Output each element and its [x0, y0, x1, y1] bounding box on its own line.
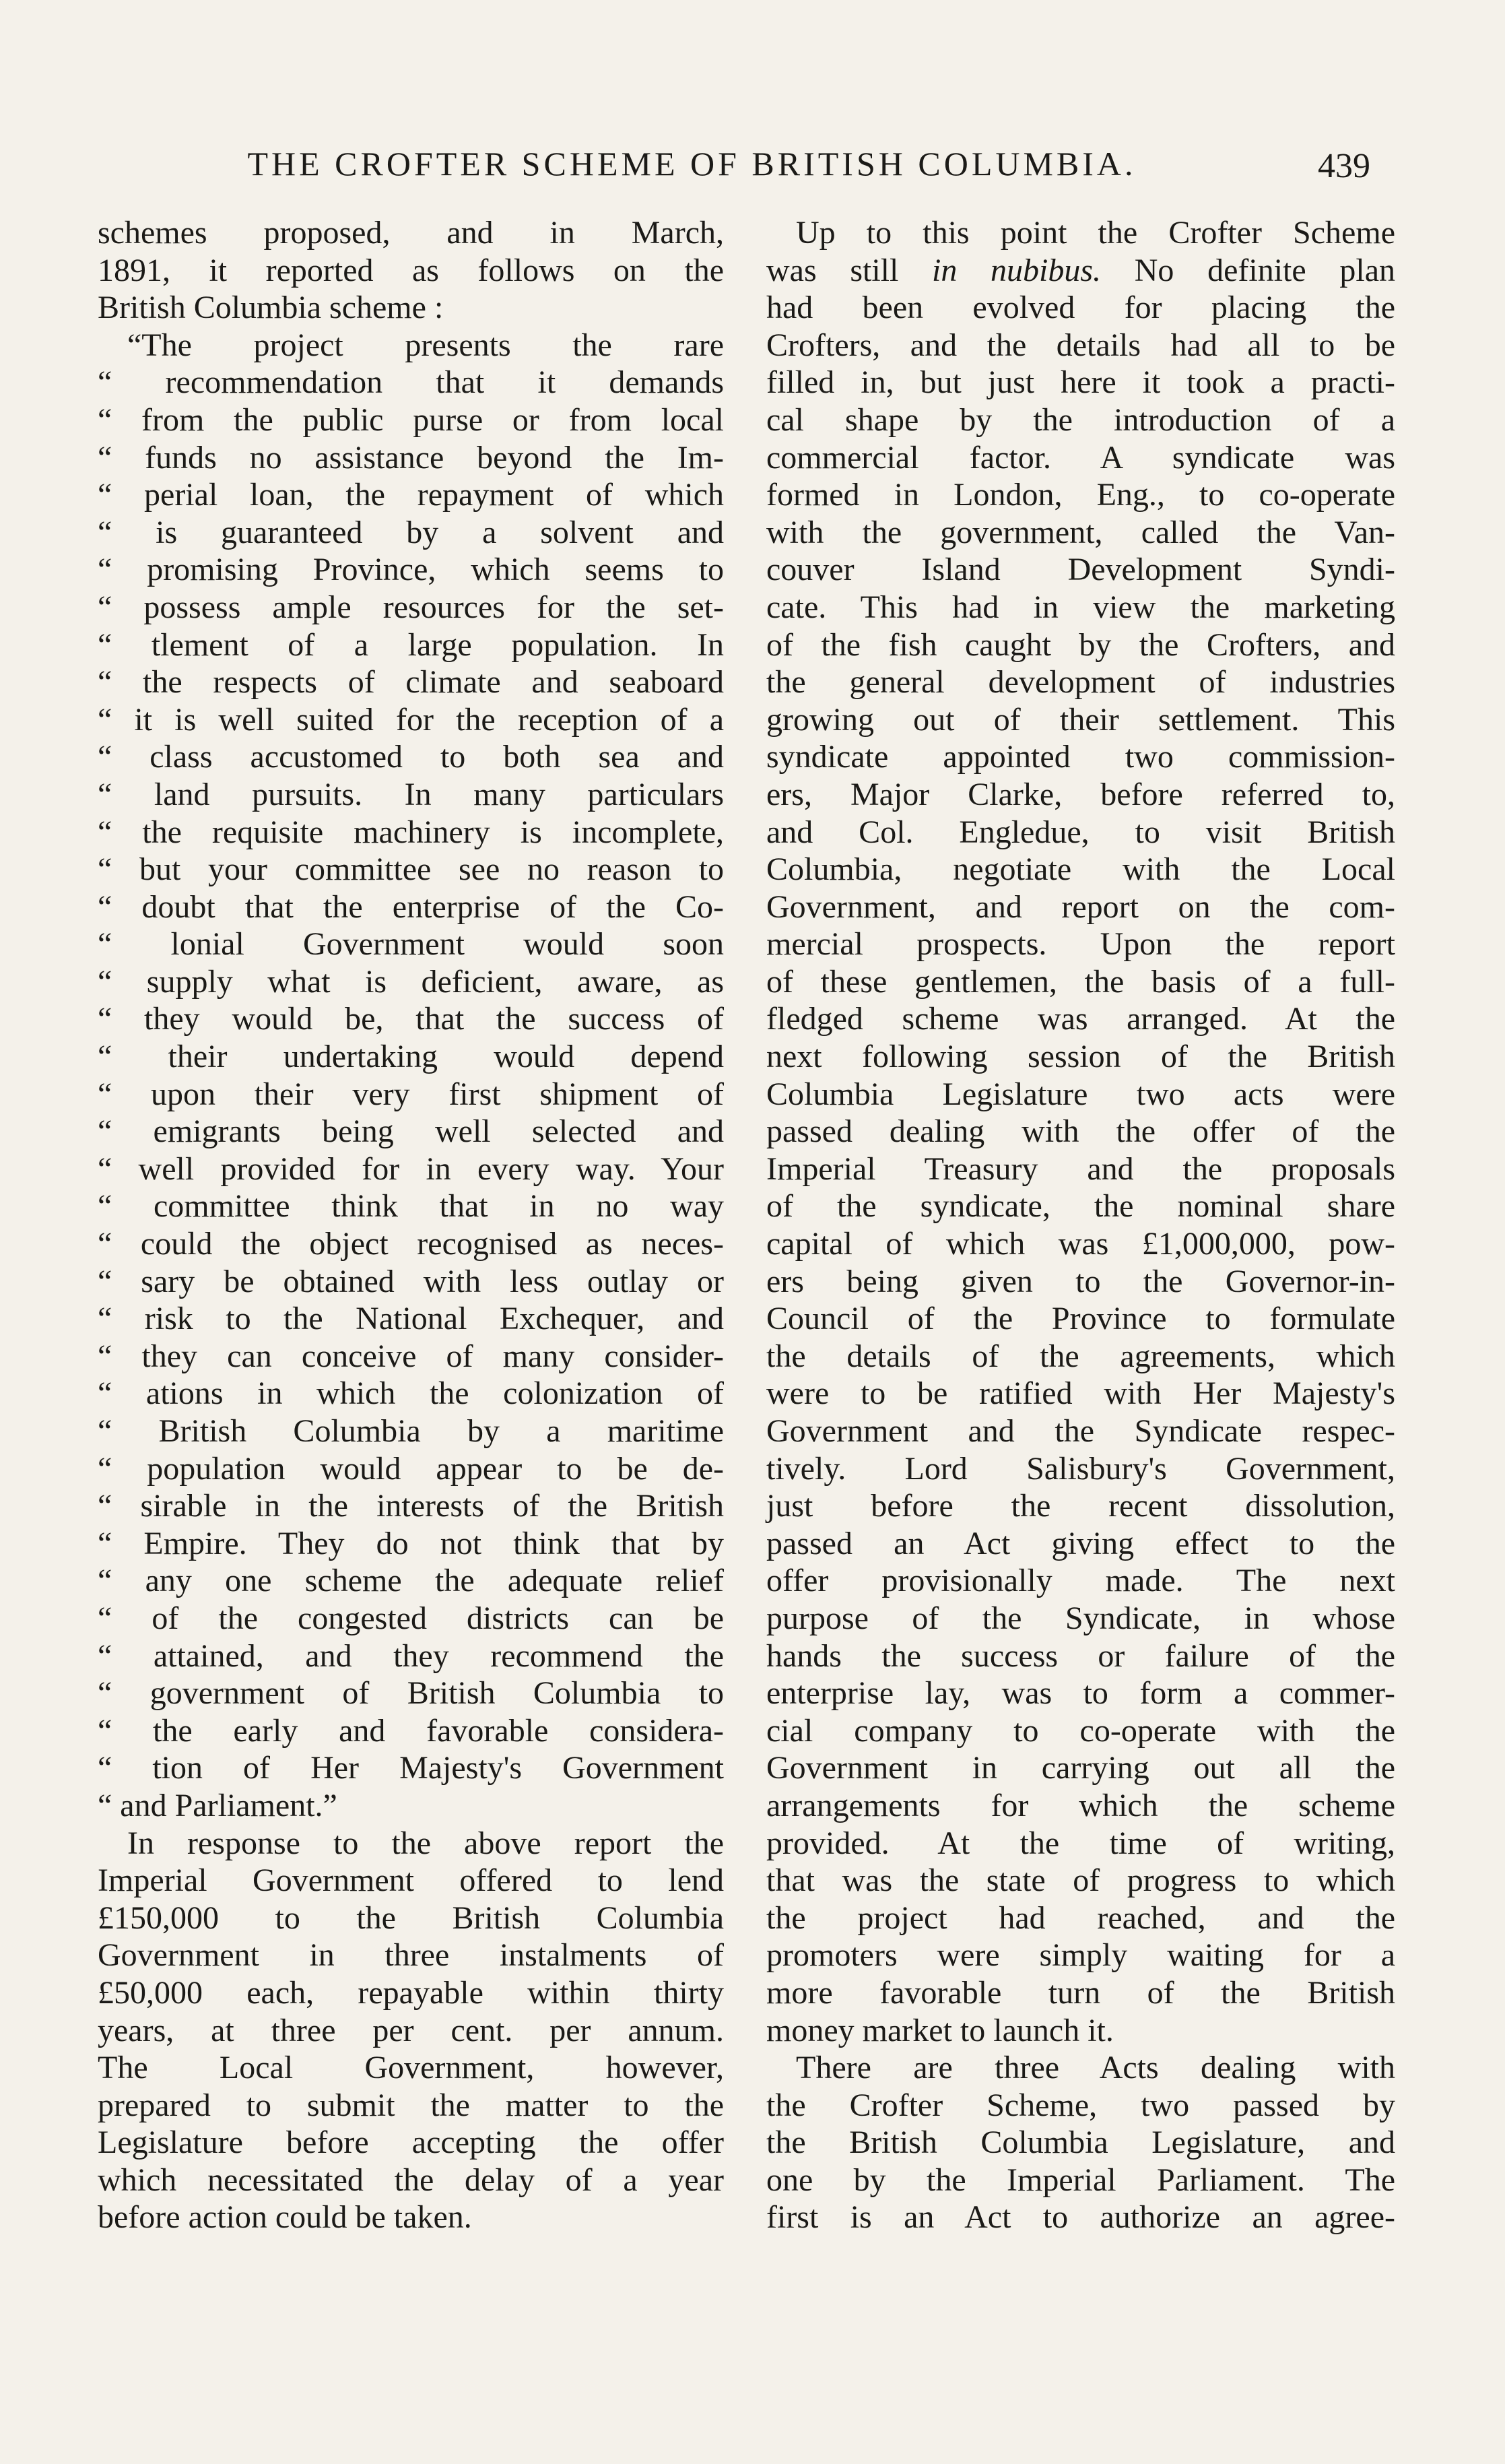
text-line-content: “ tion of Her Majesty's Government	[98, 1750, 724, 1786]
text-line-content: “ any one scheme the adequate relief	[98, 1563, 724, 1599]
text-line-content: years, at three per cent. per annum.	[98, 2012, 724, 2048]
text-line	[766, 888, 1395, 926]
text-line-content: “ is guaranteed by a solvent and	[98, 514, 724, 550]
text-line	[98, 1225, 724, 1263]
text-line-content: “ British Columbia by a maritime	[98, 1413, 724, 1449]
text-line-content: with the government, called the Van-	[766, 514, 1395, 550]
text-line	[98, 1150, 724, 1188]
text-line	[98, 514, 724, 552]
text-line	[766, 1787, 1395, 1825]
text-line	[766, 2087, 1395, 2125]
text-line-content: “ it is well suited for the reception of a	[98, 701, 724, 738]
text-line	[766, 1113, 1395, 1150]
text-line	[98, 1749, 724, 1787]
text-line-content: Imperial Government offered to lend	[98, 1862, 724, 1899]
text-line	[98, 1974, 724, 2012]
text-line	[766, 701, 1395, 739]
text-line	[766, 327, 1395, 364]
text-line-content: purpose of the Syndicate, in whose	[766, 1600, 1395, 1636]
text-line	[98, 701, 724, 739]
text-line	[766, 2199, 1395, 2236]
text-line-content: next following session of the British	[766, 1039, 1395, 1075]
text-line-content: Legislature before accepting the offer	[98, 2125, 724, 2161]
text-line-content: £150,000 to the British Columbia	[98, 1900, 724, 1936]
text-line	[98, 2012, 724, 2050]
text-line-content: “ lonial Government would soon	[98, 926, 724, 963]
text-line-content: cial company to co-operate with the	[766, 1712, 1395, 1749]
text-line	[766, 1974, 1395, 2012]
text-line-content: hands the success or failure of the	[766, 1638, 1395, 1674]
text-line-content: “ doubt that the enterprise of the Co-	[98, 888, 724, 925]
text-line	[766, 963, 1395, 1001]
text-line	[98, 327, 724, 364]
text-line	[766, 439, 1395, 477]
text-line-content: passed dealing with the offer of the	[766, 1113, 1395, 1150]
left-text-column	[98, 214, 724, 2236]
text-line-content: In response to the above report the	[127, 1825, 724, 1861]
text-line-content: “ ations in which the colonization of	[98, 1375, 724, 1412]
text-line-content: “ Empire. They do not think that by	[98, 1525, 724, 1561]
text-line-content: fledged scheme was arranged. At the	[766, 1001, 1395, 1037]
text-line-content: “ well provided for in every way. Your	[98, 1150, 724, 1187]
text-line-content: “ promising Province, which seems to	[98, 552, 724, 588]
text-line	[766, 1263, 1395, 1301]
text-line	[98, 888, 724, 926]
text-line	[766, 1712, 1395, 1750]
text-line-content: “ of the congested districts can be	[98, 1600, 724, 1636]
text-line	[98, 1188, 724, 1225]
text-line	[98, 1525, 724, 1563]
text-line	[98, 252, 724, 290]
text-line	[766, 851, 1395, 888]
text-line-content: that was the state of progress to which	[766, 1862, 1395, 1899]
text-line-content: Government, and report on the com-	[766, 888, 1395, 925]
text-line-content: £50,000 each, repayable within thirty	[98, 1974, 724, 2011]
text-line-content: “ government of British Columbia to	[98, 1675, 724, 1712]
text-line-content: “ and Parliament.”	[98, 1787, 337, 1823]
text-line	[98, 1562, 724, 1600]
text-line-content: promoters were simply waiting for a	[766, 1937, 1395, 1974]
text-line	[766, 551, 1395, 589]
text-line	[766, 476, 1395, 514]
text-line-content: “ tlement of a large population. In	[98, 626, 724, 663]
text-line	[766, 1900, 1395, 1937]
text-line	[98, 1638, 724, 1675]
text-line	[98, 2162, 724, 2199]
text-line	[98, 1712, 724, 1750]
right-text-column	[766, 214, 1395, 2236]
text-line-content: capital of which was £1,000,000, pow-	[766, 1226, 1395, 1262]
text-line-content: “ they can conceive of many consider-	[98, 1338, 724, 1374]
text-line	[98, 2049, 724, 2087]
text-line-content: of the syndicate, the nominal share	[766, 1188, 1395, 1225]
text-line-content: were to be ratified with Her Majesty's	[766, 1375, 1395, 1412]
text-line-content: schemes proposed, and in March,	[98, 215, 724, 251]
text-line-content: “ sirable in the interests of the British	[98, 1488, 724, 1524]
text-line	[98, 814, 724, 851]
text-line-content: syndicate appointed two commission-	[766, 739, 1395, 775]
text-line	[766, 289, 1395, 327]
text-line-content: Crofters, and the details had all to be	[766, 327, 1395, 363]
text-line	[98, 1338, 724, 1375]
text-line-content: “ they would be, that the success of	[98, 1001, 724, 1037]
text-line	[766, 401, 1395, 439]
text-line-content: “ emigrants being well selected and	[98, 1113, 724, 1150]
text-line	[766, 738, 1395, 776]
text-line-content: Government in three instalments of	[98, 1937, 724, 1974]
text-line-content: “ perial loan, the repayment of which	[98, 477, 724, 513]
text-line	[98, 2087, 724, 2125]
text-line	[766, 1300, 1395, 1338]
text-line	[766, 514, 1395, 552]
text-line-content: The Local Government, however,	[98, 2050, 724, 2086]
text-line	[98, 1113, 724, 1150]
text-line	[98, 1937, 724, 1974]
text-line-content: passed an Act giving effect to the	[766, 1525, 1395, 1561]
text-line	[98, 1600, 724, 1638]
text-line-content: Imperial Treasury and the proposals	[766, 1150, 1395, 1187]
text-line-content: “ risk to the National Exchequer, and	[98, 1301, 724, 1337]
text-line-content: “ attained, and they recommend the	[98, 1638, 724, 1674]
text-line-content: arrangements for which the scheme	[766, 1787, 1395, 1823]
text-line-content: the general development of industries	[766, 664, 1395, 701]
text-line	[766, 1749, 1395, 1787]
text-line-content: There are three Acts dealing with	[796, 2050, 1395, 2086]
text-line-content: mercial prospects. Upon the report	[766, 926, 1395, 963]
text-line	[766, 1038, 1395, 1076]
text-line-content: Up to this point the Crofter Scheme	[796, 215, 1395, 251]
text-line	[98, 1375, 724, 1413]
text-line-content: “ from the public purse or from local	[98, 401, 724, 438]
text-line	[766, 1450, 1395, 1488]
text-line	[766, 1413, 1395, 1450]
text-line	[766, 1150, 1395, 1188]
text-line	[98, 1300, 724, 1338]
text-line	[766, 1562, 1395, 1600]
text-line	[98, 626, 724, 664]
text-line	[766, 2124, 1395, 2162]
text-line-content: “ supply what is deficient, aware, as	[98, 963, 724, 1000]
text-line	[98, 1900, 724, 1937]
text-line-content: the project had reached, and the	[766, 1900, 1395, 1936]
text-line-content: offer provisionally made. The next	[766, 1563, 1395, 1599]
text-line-content: British Columbia scheme :	[98, 290, 444, 326]
text-line	[98, 1675, 724, 1712]
text-line-content: “ funds no assistance beyond the Im-	[98, 439, 724, 476]
text-line-content: ers, Major Clarke, before referred to,	[766, 776, 1395, 812]
text-line-content: filled in, but just here it took a practi-	[766, 364, 1395, 401]
text-line-content: was still	[766, 252, 933, 288]
text-line-content: just before the recent dissolution,	[766, 1488, 1395, 1524]
text-line	[766, 1225, 1395, 1263]
text-line-content: “The project presents the rare	[127, 327, 724, 363]
text-line	[766, 589, 1395, 626]
text-line-content: tively. Lord Salisbury's Government,	[766, 1450, 1395, 1487]
text-line-content: Government in carrying out all the	[766, 1750, 1395, 1786]
text-line	[98, 214, 724, 252]
text-line-content: “ the requisite machinery is incomplete,	[98, 814, 724, 850]
text-line	[766, 814, 1395, 851]
text-line	[98, 851, 724, 888]
text-line	[766, 1638, 1395, 1675]
text-line-content: enterprise lay, was to form a commer-	[766, 1675, 1395, 1712]
running-title: THE CROFTER SCHEME OF BRITISH COLUMBIA.	[247, 145, 1137, 183]
text-line	[766, 1825, 1395, 1862]
text-line-content: cal shape by the introduction of a	[766, 401, 1395, 438]
text-line	[98, 1038, 724, 1076]
text-line-content: “ population would appear to be de-	[98, 1450, 724, 1487]
text-line-content: growing out of their settlement. This	[766, 701, 1395, 738]
text-line-content: Columbia Legislature two acts were	[766, 1076, 1395, 1112]
text-line	[766, 663, 1395, 701]
text-line	[98, 401, 724, 439]
text-line-content: “ recommendation that it demands	[98, 364, 724, 401]
text-line-content: couver Island Development Syndi-	[766, 552, 1395, 588]
text-line-content: “ their undertaking would depend	[98, 1039, 724, 1075]
text-line	[98, 2124, 724, 2162]
text-line-content: provided. At the time of writing,	[766, 1825, 1395, 1861]
text-line-content: cate. This had in view the marketing	[766, 589, 1395, 625]
text-line-content: more favorable turn of the British	[766, 1974, 1395, 2011]
text-line	[766, 1338, 1395, 1375]
italic-phrase: in nubibus.	[932, 252, 1102, 288]
text-line-content: before action could be taken.	[98, 2199, 472, 2236]
text-line-content: “ class accustomed to both sea and	[98, 739, 724, 775]
text-line	[766, 1000, 1395, 1038]
text-line	[98, 1413, 724, 1450]
text-line	[98, 1450, 724, 1488]
text-line	[766, 776, 1395, 814]
text-line	[766, 1862, 1395, 1900]
text-line	[766, 364, 1395, 401]
text-line	[98, 439, 724, 477]
text-line	[98, 738, 724, 776]
text-line	[98, 289, 724, 327]
text-line	[766, 1525, 1395, 1563]
text-line	[766, 1487, 1395, 1525]
text-line	[98, 1076, 724, 1113]
text-line	[766, 1375, 1395, 1413]
text-line-content: one by the Imperial Parliament. The	[766, 2162, 1395, 2198]
text-line	[766, 2049, 1395, 2087]
text-line-content: commercial factor. A syndicate was	[766, 439, 1395, 476]
text-line	[766, 1600, 1395, 1638]
text-line-content: “ upon their very first shipment of	[98, 1076, 724, 1112]
text-line	[766, 926, 1395, 963]
text-line	[766, 1188, 1395, 1225]
text-line	[98, 1825, 724, 1862]
text-line-content: the details of the agreements, which	[766, 1338, 1395, 1374]
text-line-content: formed in London, Eng., to co-operate	[766, 477, 1395, 513]
text-line	[98, 1487, 724, 1525]
text-line-content: of the fish caught by the Crofters, and	[766, 626, 1395, 663]
text-line	[766, 2162, 1395, 2199]
text-line-content: the British Columbia Legislature, and	[766, 2125, 1395, 2161]
text-line	[766, 1076, 1395, 1113]
text-line-content: Council of the Province to formulate	[766, 1301, 1395, 1337]
text-line-content: prepared to submit the matter to the	[98, 2087, 724, 2123]
page-number: 439	[1318, 147, 1370, 185]
text-line-content: of these gentlemen, the basis of a full-	[766, 963, 1395, 1000]
text-line	[98, 1787, 724, 1825]
text-line	[98, 476, 724, 514]
text-line-content: “ land pursuits. In many particulars	[98, 776, 724, 812]
page-header	[94, 140, 1411, 187]
text-line	[98, 1000, 724, 1038]
text-line-continuation: No definite plan	[1101, 252, 1395, 288]
text-line	[98, 2199, 724, 2236]
text-line	[766, 1937, 1395, 1974]
text-line	[98, 963, 724, 1001]
text-line-content: which necessitated the delay of a year	[98, 2162, 724, 2198]
text-line-content: had been evolved for placing the	[766, 290, 1395, 326]
text-line	[98, 1862, 724, 1900]
text-line-content: “ the respects of climate and seaboard	[98, 664, 724, 701]
text-line-content: Columbia, negotiate with the Local	[766, 851, 1395, 888]
text-line-content: “ but your committee see no reason to	[98, 851, 724, 888]
text-line-content: first is an Act to authorize an agree-	[766, 2199, 1395, 2236]
text-line	[98, 926, 724, 963]
text-line	[98, 776, 724, 814]
text-line-content: “ could the object recognised as neces-	[98, 1226, 724, 1262]
text-line	[766, 2012, 1395, 2050]
text-line	[98, 1263, 724, 1301]
text-line-content: the Crofter Scheme, two passed by	[766, 2087, 1395, 2123]
text-line-content: 1891, it reported as follows on the	[98, 252, 724, 288]
text-line-content: and Col. Engledue, to visit British	[766, 814, 1395, 850]
text-line-content: Government and the Syndicate respec-	[766, 1413, 1395, 1449]
text-line	[766, 626, 1395, 664]
text-line	[98, 589, 724, 626]
text-line-content: “ possess ample resources for the set-	[98, 589, 724, 625]
text-line	[766, 1675, 1395, 1712]
text-line	[98, 663, 724, 701]
text-line	[98, 551, 724, 589]
text-line	[98, 364, 724, 401]
text-line	[766, 252, 1395, 290]
text-line-content: “ sary be obtained with less outlay or	[98, 1263, 724, 1299]
text-line-content: “ the early and favorable considera-	[98, 1712, 724, 1749]
text-line	[766, 214, 1395, 252]
text-line-content: ers being given to the Governor-in-	[766, 1263, 1395, 1299]
text-line-content: “ committee think that in no way	[98, 1188, 724, 1225]
text-line-content: money market to launch it.	[766, 2012, 1114, 2048]
